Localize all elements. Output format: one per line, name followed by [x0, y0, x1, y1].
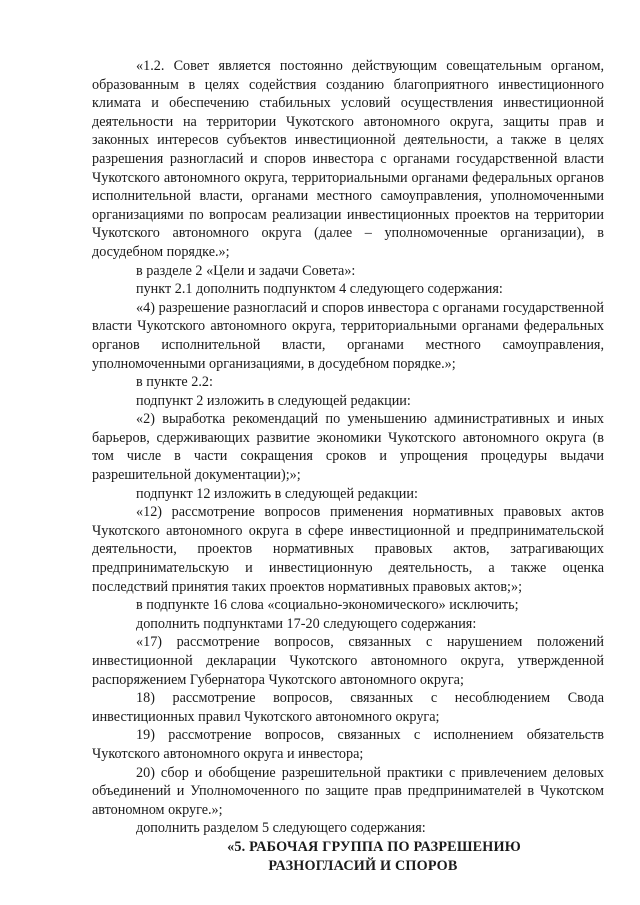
section-5-heading-line-2: РАЗНОГЛАСИЙ И СПОРОВ: [268, 857, 458, 874]
paragraph-subpoint-16: в подпункте 16 слова «социально-экономического» исключить;: [136, 597, 519, 614]
paragraph-subpoints-17-20-intro: дополнить подпунктами 17-20 следующего содержания:: [136, 615, 477, 632]
paragraph-subpoint-2: «2) выработка рекомендаций по уменьшению административных и иных барьеров, сдерживающих развитие экономики Чукотского автономного округа (в том числе в части сокращения сроков и упрощения процедуры выдачи разрешительной документации);»;: [92, 411, 604, 484]
paragraph-1-2: «1.2. Совет является постоянно действующим совещательным органом, образованным в целях содействия созданию благоприятного инвестиционного климата и обеспечению стабильных условий осуществления инвестиционной деятельности на территории Чукотского автономного округа, защиты прав и законных интересов субъектов инвестиционной деятельности, а также в целях разрешения разногласий и споров инвестора с органами государственной власти Чукотского автономного округа, территориальными органами федеральных органов исполнительной власти, органами местного самоуправления, уполномоченными организациями по вопросам реализации инвестиционных проектов на территории Чукотского автономного округа (далее – уполномоченные организации), в досудебном порядке.»;: [92, 58, 604, 260]
paragraph-section-2: в разделе 2 «Цели и задачи Совета»:: [136, 262, 356, 279]
paragraph-section-5-intro: дополнить разделом 5 следующего содержания:: [136, 820, 426, 837]
paragraph-subpoint-12-intro: подпункт 12 изложить в следующей редакции:: [136, 485, 418, 502]
paragraph-subpoint-17: «17) рассмотрение вопросов, связанных с нарушением положений инвестиционной декларации Чукотского автономного округа, утвержденной распоряжением Губернатора Чукотского автономного округа;: [92, 634, 604, 688]
paragraph-point-2-2: в пункте 2.2:: [136, 374, 213, 391]
paragraph-point-2-1: пункт 2.1 дополнить подпунктом 4 следующего содержания:: [136, 281, 503, 298]
paragraph-subpoint-2-intro: подпункт 2 изложить в следующей редакции:: [136, 392, 411, 409]
paragraph-subpoint-4: «4) разрешение разногласий и споров инвестора с органами государственной власти Чукотского автономного округа, территориальными органами федеральных органов исполнительной власти, органами местного самоуправления, уполномоченными организациями, в досудебном порядке.»;: [92, 299, 604, 372]
paragraph-subpoint-18: 18) рассмотрение вопросов, связанных с несоблюдением Свода инвестиционных правил Чукотского автономного округа;: [92, 690, 604, 725]
paragraph-subpoint-19: 19) рассмотрение вопросов, связанных с исполнением обязательств Чукотского автономного округа и инвестора;: [92, 727, 604, 762]
paragraph-subpoint-20: 20) сбор и обобщение разрешительной практики с привлечением деловых объединений и Уполномоченного по защите прав предпринимателей в Чукотском автономном округе.»;: [92, 764, 604, 818]
section-5-heading-line-1: «5. РАБОЧАЯ ГРУППА ПО РАЗРЕШЕНИЮ: [227, 838, 521, 855]
paragraph-subpoint-12: «12) рассмотрение вопросов применения нормативных правовых актов Чукотского автономного округа в сфере инвестиционной и предпринимательской деятельности, проектов нормативных правовых актов, затрагивающих предпринимательскую и инвестиционную деятельность, а также оценка последствий принятия таких проектов нормативных правовых актов;»;: [92, 504, 604, 595]
document-page: [92, 57, 604, 875]
section-5-heading: [92, 838, 604, 875]
